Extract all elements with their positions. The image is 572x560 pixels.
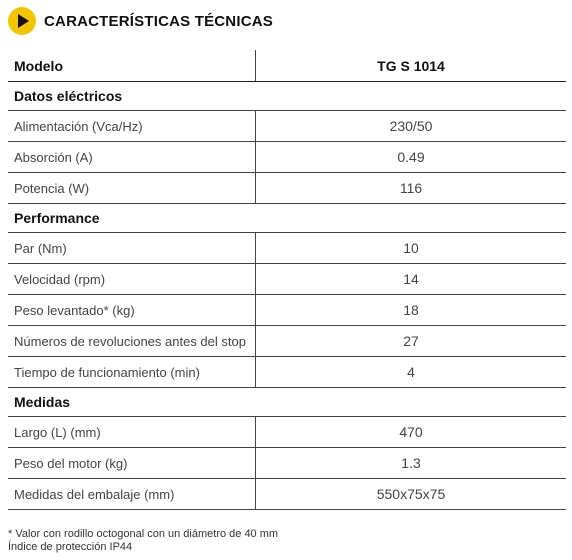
section-row bbox=[8, 82, 566, 111]
spec-value: 27 bbox=[403, 333, 419, 349]
table-row bbox=[8, 357, 566, 388]
section-heading: Medidas bbox=[14, 394, 71, 410]
table-row bbox=[8, 264, 566, 295]
spec-value: 550x75x75 bbox=[376, 486, 446, 502]
spec-value: 0.49 bbox=[397, 149, 425, 165]
table-row bbox=[8, 448, 566, 479]
spec-label: Números de revoluciones antes del stop bbox=[8, 326, 256, 356]
table-row bbox=[8, 417, 566, 448]
model-row bbox=[8, 50, 566, 82]
spec-label: Potencia (W) bbox=[8, 173, 256, 203]
spec-label: Medidas del embalaje (mm) bbox=[8, 479, 256, 509]
table-row bbox=[8, 173, 566, 204]
spec-label: Par (Nm) bbox=[8, 233, 256, 263]
section-header bbox=[8, 6, 273, 36]
section-row bbox=[8, 204, 566, 233]
spec-value: 470 bbox=[399, 424, 423, 440]
table-row bbox=[8, 295, 566, 326]
section-heading: Datos eléctricos bbox=[14, 88, 123, 104]
table-row bbox=[8, 326, 566, 357]
section-row bbox=[8, 388, 566, 417]
spec-value: 4 bbox=[407, 364, 415, 380]
model-value: TG S 1014 bbox=[377, 57, 445, 74]
spec-value: 18 bbox=[403, 302, 419, 318]
spec-label: Alimentación (Vca/Hz) bbox=[8, 111, 256, 141]
spec-label: Largo (L) (mm) bbox=[8, 417, 256, 447]
model-label: Modelo bbox=[8, 50, 256, 81]
table-row bbox=[8, 479, 566, 510]
spec-label: Peso levantado* (kg) bbox=[8, 295, 256, 325]
spec-value: 230/50 bbox=[389, 118, 433, 134]
table-row bbox=[8, 111, 566, 142]
specs-table bbox=[8, 50, 566, 510]
table-row bbox=[8, 142, 566, 173]
spec-label: Tiempo de funcionamiento (min) bbox=[8, 357, 256, 387]
spec-value: 14 bbox=[403, 271, 419, 287]
spec-value: 10 bbox=[403, 240, 419, 256]
section-heading: Performance bbox=[14, 210, 100, 226]
section-title: CARACTERÍSTICAS TÉCNICAS bbox=[44, 12, 273, 30]
spec-value: 1.3 bbox=[401, 455, 421, 471]
footnote-asterisk: * Valor con rodillo octogonal con un diámetro de 40 mm bbox=[8, 528, 279, 540]
footnote-ip: Índice de protección IP44 bbox=[8, 541, 133, 553]
spec-label: Absorción (A) bbox=[8, 142, 256, 172]
spec-value: 116 bbox=[399, 180, 423, 196]
table-row bbox=[8, 233, 566, 264]
play-icon bbox=[8, 7, 36, 35]
spec-label: Velocidad (rpm) bbox=[8, 264, 256, 294]
footnotes bbox=[8, 528, 278, 554]
spec-label: Peso del motor (kg) bbox=[8, 448, 256, 478]
